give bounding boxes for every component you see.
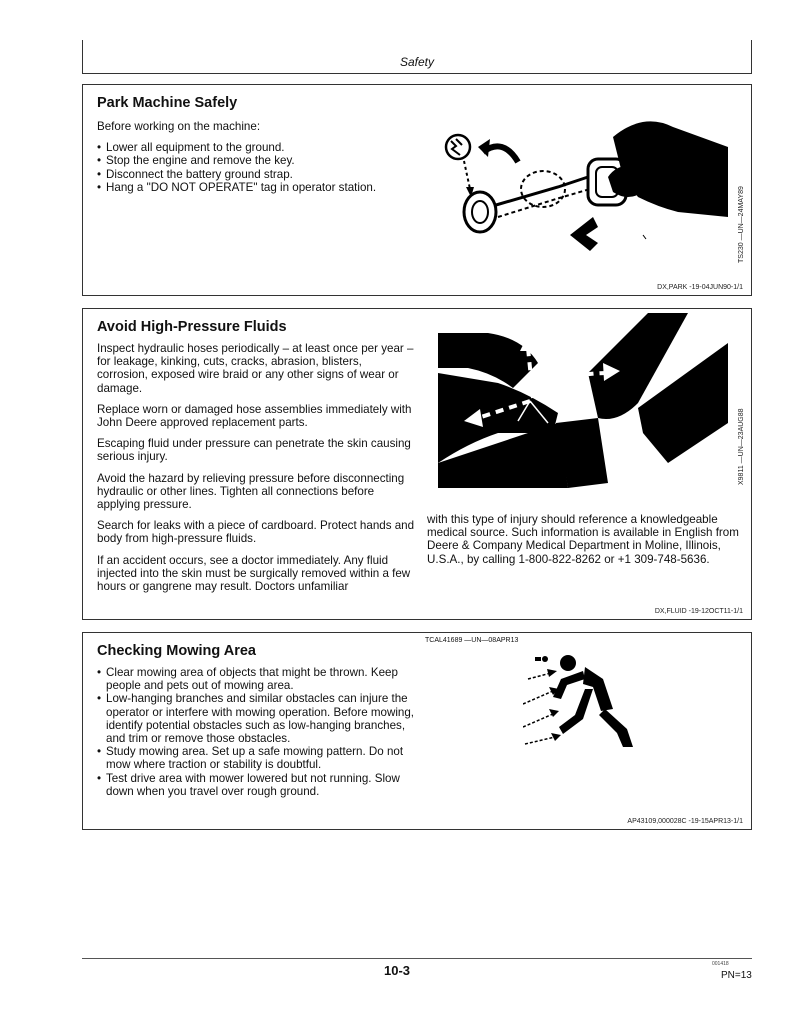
doc-id: DX,FLUID -19-12OCT11-1/1 <box>654 608 743 615</box>
header-title: Safety <box>399 55 435 69</box>
high-pressure-fluid-hand-icon <box>438 313 728 489</box>
figure-id: TCAL41689 —UN—08APR13 <box>425 637 519 644</box>
section-title: Park Machine Safely <box>97 95 238 111</box>
footer-divider <box>82 958 752 959</box>
list-item: • Stop the engine and remove the key. <box>97 154 417 167</box>
paragraph: Search for leaks with a piece of cardboard. Protect hands and body from high-pressure fluids. <box>97 519 415 546</box>
section-body <box>97 120 417 194</box>
paragraph: Inspect hydraulic hoses periodically – at least once per year – for leakage, kinking, cuts, cracks, abrasion, blisters, corrosion, exposed wire braid or any other signs of wear or damage. <box>97 342 414 395</box>
section-title: Checking Mowing Area <box>97 643 256 659</box>
list-item: • Study mowing area. Set up a safe mowing pattern. Do not mow where traction or stability is doubtful. <box>97 745 415 771</box>
figure-id: TS230 —UN—24MAY89 <box>738 186 745 263</box>
list-item: • Test drive area with mower lowered but not running. Slow down when you travel over rough ground. <box>97 772 415 798</box>
key-removal-illustration-icon <box>438 117 728 255</box>
page-header <box>82 40 752 74</box>
section-body <box>97 666 415 798</box>
continuation-text: with this type of injury should reference a knowledgeable medical source. Such information is available in English from Deere & Company Medical Department in Moline, Illinois, U.S.A., by calling 1-800-822-8262 or +1 309-748-5636. <box>427 513 739 566</box>
section-park-machine <box>82 84 752 296</box>
list-item: • Disconnect the battery ground strap. <box>97 168 417 181</box>
list-item: • Clear mowing area of objects that might be thrown. Keep people and pets out of mowing area. <box>97 666 415 692</box>
paragraph: Replace worn or damaged hose assemblies immediately with John Deere approved replacement parts. <box>97 402 412 430</box>
section-title: Avoid High-Pressure Fluids <box>97 319 287 335</box>
intro-text: Before working on the machine: <box>97 120 261 133</box>
page-code: 001418 <box>712 961 729 967</box>
doc-id: AP43109,000028C -19-15APR13-1/1 <box>627 818 743 825</box>
bullet-list <box>97 141 417 194</box>
list-item: • Lower all equipment to the ground. <box>97 141 417 154</box>
section-high-pressure-fluids <box>82 308 752 620</box>
thrown-objects-person-icon <box>523 649 643 749</box>
pn-label: PN=13 <box>721 970 752 981</box>
paragraph: Avoid the hazard by relieving pressure before disconnecting hydraulic or other lines. Tighten all connections before applying pressure. <box>97 471 405 512</box>
paragraph: Escaping fluid under pressure can penetrate the skin causing serious injury. <box>97 437 411 464</box>
paragraph: If an accident occurs, see a doctor immediately. Any fluid injected into the skin must be surgically removed within a few hours or gangrene may result. Doctors unfamiliar <box>97 553 411 594</box>
list-item: • Hang a "DO NOT OPERATE" tag in operator station. <box>97 181 417 194</box>
page-number: 10-3 <box>383 963 411 978</box>
list-item: • Low-hanging branches and similar obstacles can injure the operator or interfere with mowing operation. Before mowing, identify potential obstacles such as low-hanging branches, and trim or remove those obstacles. <box>97 692 415 745</box>
bullet-list <box>97 666 415 798</box>
section-checking-mowing-area <box>82 632 752 830</box>
doc-id: DX,PARK -19-04JUN90-1/1 <box>657 284 743 291</box>
figure-id: X9811 —UN—23AUG88 <box>738 408 745 485</box>
section-body <box>97 342 415 601</box>
